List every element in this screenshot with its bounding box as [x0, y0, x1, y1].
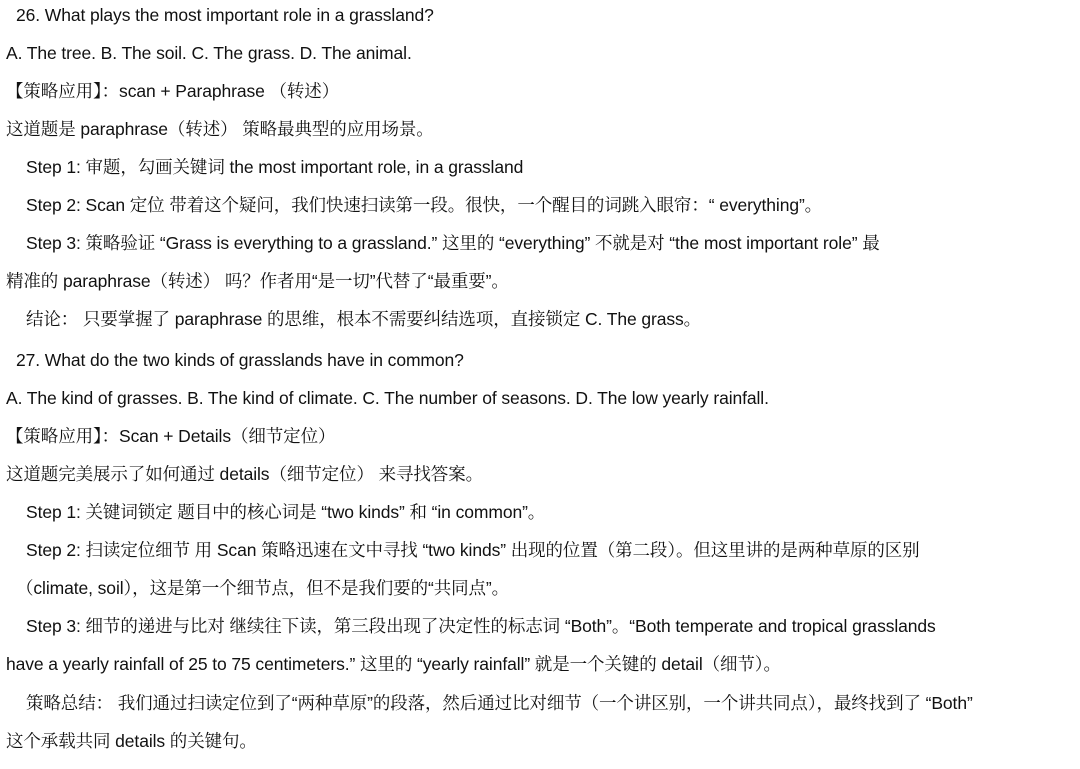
- question-27-step-2: Step 2: 扫读定位细节 用 Scan 策略迅速在文中寻找 “two kinds” 出现的位置（第二段）。但这里讲的是两种草原的区别: [26, 540, 920, 560]
- question-27-strategy-summary-continued: 这个承载共同 details 的关键句。: [6, 731, 257, 751]
- question-26-step-3: Step 3: 策略验证 “Grass is everything to a grassland.” 这里的 “everything” 不就是对 “the most important role” 最: [26, 233, 880, 253]
- question-26-options: A. The tree. B. The soil. C. The grass. D. The animal.: [6, 43, 412, 63]
- question-27-step-2-continued: （climate, soil），这是第一个细节点，但不是我们要的“共同点”。: [16, 578, 510, 598]
- question-26-title: 26. What plays the most important role in a grassland?: [16, 5, 434, 25]
- question-26-step-2: Step 2: Scan 定位 带着这个疑问，我们快速扫读第一段。很快，一个醒目的词跳入眼帘：“ everything”。: [26, 195, 823, 215]
- question-27-step-3-continued: have a yearly rainfall of 25 to 75 centimeters.” 这里的 “yearly rainfall” 就是一个关键的 detail（细节）。: [6, 654, 781, 674]
- question-27-options: A. The kind of grasses. B. The kind of climate. C. The number of seasons. D. The low yearly rainfall.: [6, 388, 769, 408]
- question-26-intro: 这道题是 paraphrase（转述） 策略最典型的应用场景。: [6, 119, 434, 139]
- question-26-step-3-continued: 精准的 paraphrase（转述） 吗？作者用“是一切”代替了“最重要”。: [6, 271, 509, 291]
- question-27-step-1: Step 1: 关键词锁定 题目中的核心词是 “two kinds” 和 “in common”。: [26, 502, 546, 522]
- question-26-strategy-heading: 【策略应用】：scan + Paraphrase （转述）: [6, 81, 340, 101]
- question-27-title: 27. What do the two kinds of grasslands have in common?: [16, 350, 464, 370]
- question-26-conclusion: 结论： 只要掌握了 paraphrase 的思维，根本不需要纠结选项，直接锁定 C. The grass。: [26, 309, 702, 329]
- question-27-intro: 这道题完美展示了如何通过 details（细节定位） 来寻找答案。: [6, 464, 484, 484]
- question-27-strategy-summary: 策略总结： 我们通过扫读定位到了“两种草原”的段落，然后通过比对细节（一个讲区别，一个讲共同点），最终找到了 “Both”: [26, 693, 973, 713]
- question-27-strategy-heading: 【策略应用】：Scan + Details（细节定位）: [6, 426, 336, 446]
- question-27-step-3: Step 3: 细节的递进与比对 继续往下读，第三段出现了决定性的标志词 “Both”。“Both temperate and tropical grasslands: [26, 616, 936, 636]
- question-26-step-1: Step 1: 审题，勾画关键词 the most important role, in a grassland: [26, 157, 524, 177]
